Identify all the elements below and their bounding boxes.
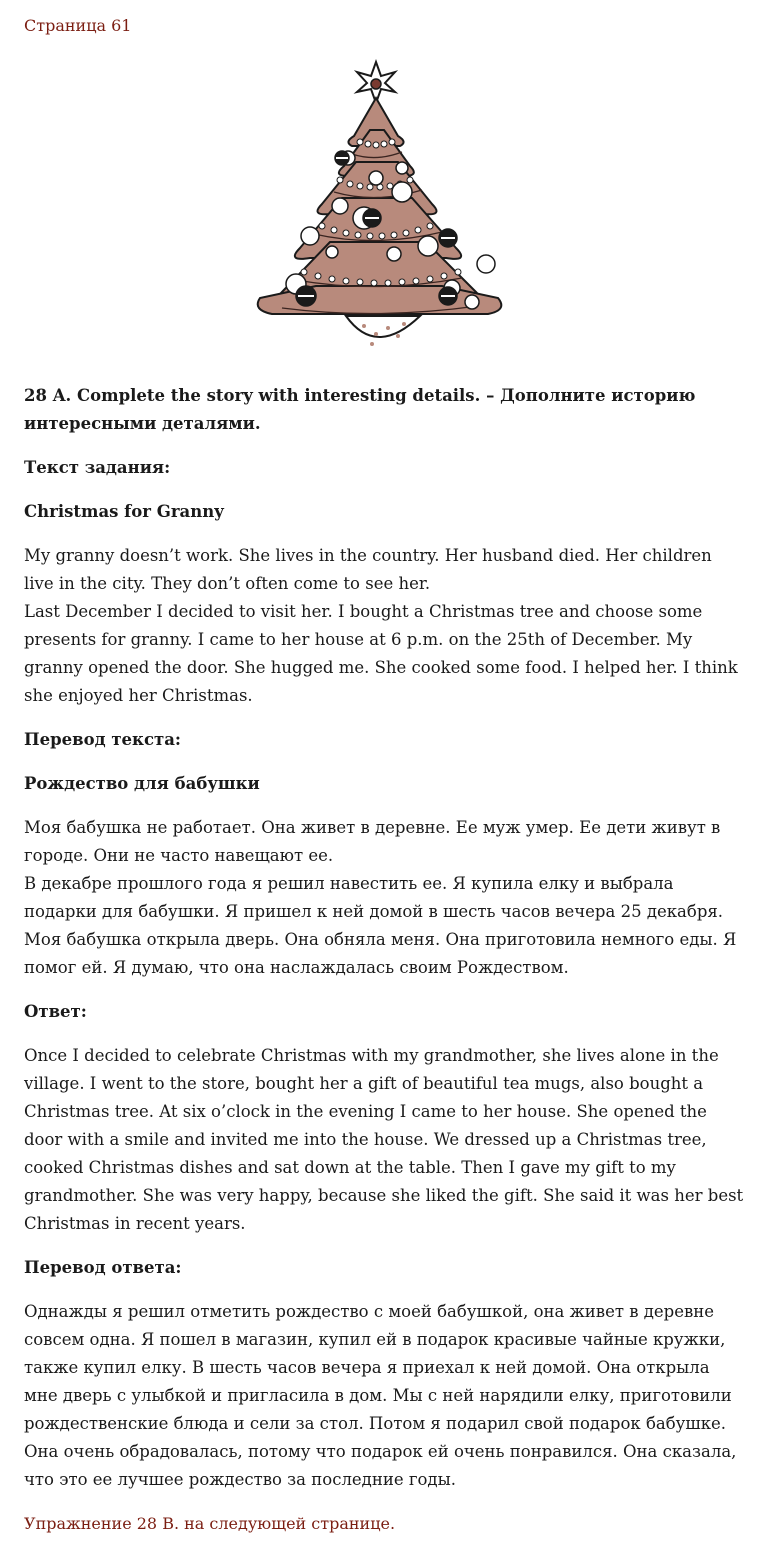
article-body [24,382,744,1538]
story-en-p1: My granny doesn’t work. She lives in the country. Her husband died. Her children live in the city. They don’t often come to see her. [24,546,712,593]
answer-ru: Однажды я решил отметить рождество с моей бабушкой, она живет в деревне совсем одна. Я пошел в магазин, купил ей в подарок красивые чайные кружки, также купил елку. В шесть часов вечера я приехал к ней домой. Она открыла мне дверь с улыбкой и пригласила в дом. Мы с ней нарядили елку, приготовили рождественские блюда и сели за стол. Потом я подарил свой подарок бабушке. Она очень обрадовалась, потому что подарок ей очень понравился. Она сказала, что это ее лучшее рождество за последние годы. [24,1302,737,1489]
task-title: 28 A. Complete the story with interesting details. – Дополните историю интересными деталями. [24,386,696,433]
next-exercise-link[interactable]: Упражнение 28 B. на следующей странице. [24,1514,396,1533]
christmas-tree-illustration [252,58,514,362]
answer-translation-heading: Перевод ответа: [24,1258,182,1277]
tree-skirt [346,316,420,337]
story-ru-text [24,814,744,982]
page-link[interactable]: Страница 61 [24,16,132,35]
answer-en: Once I decided to celebrate Christmas with my grandmother, she lives alone in the village. I went to the store, bought her a gift of beautiful tea mugs, also bought a Christmas tree. At six o’clock in the evening I came to her house. She opened the door with a smile and invited me into the house. We dressed up a Christmas tree, cooked Christmas dishes and sat down at the table. Then I gave my gift to my grandmother. She was very happy, because she liked the gift. She said it was her best Christmas in recent years. [24,1046,744,1233]
translation-heading: Перевод текста: [24,730,182,749]
story-en-text [24,542,744,710]
story-ru-p2: В декабре прошлого года я решил навестить ее. Я купила елку и выбрала подарки для бабушки. Я пришел к ней домой в шесть часов вечера 25 декабря. Моя бабушка открыла дверь. Она обняла меня. Она приготовила немного еды. Я помог ей. Я думаю, что она наслаждалась своим Рождеством. [24,874,737,977]
story-title-en: Christmas for Granny [24,502,224,521]
story-en-p2: Last December I decided to visit her. I bought a Christmas tree and choose some presents for granny. I came to her house at 6 p.m. on the 25th of December. My granny opened the door. She hugged me. She cooked some food. I helped her. I think she enjoyed her Christmas. [24,602,738,705]
task-text-heading: Текст задания: [24,458,171,477]
story-ru-p1: Моя бабушка не работает. Она живет в деревне. Ее муж умер. Ее дети живут в городе. Они не часто навещают ее. [24,818,721,865]
answer-heading: Ответ: [24,1002,87,1021]
story-title-ru: Рождество для бабушки [24,774,260,793]
